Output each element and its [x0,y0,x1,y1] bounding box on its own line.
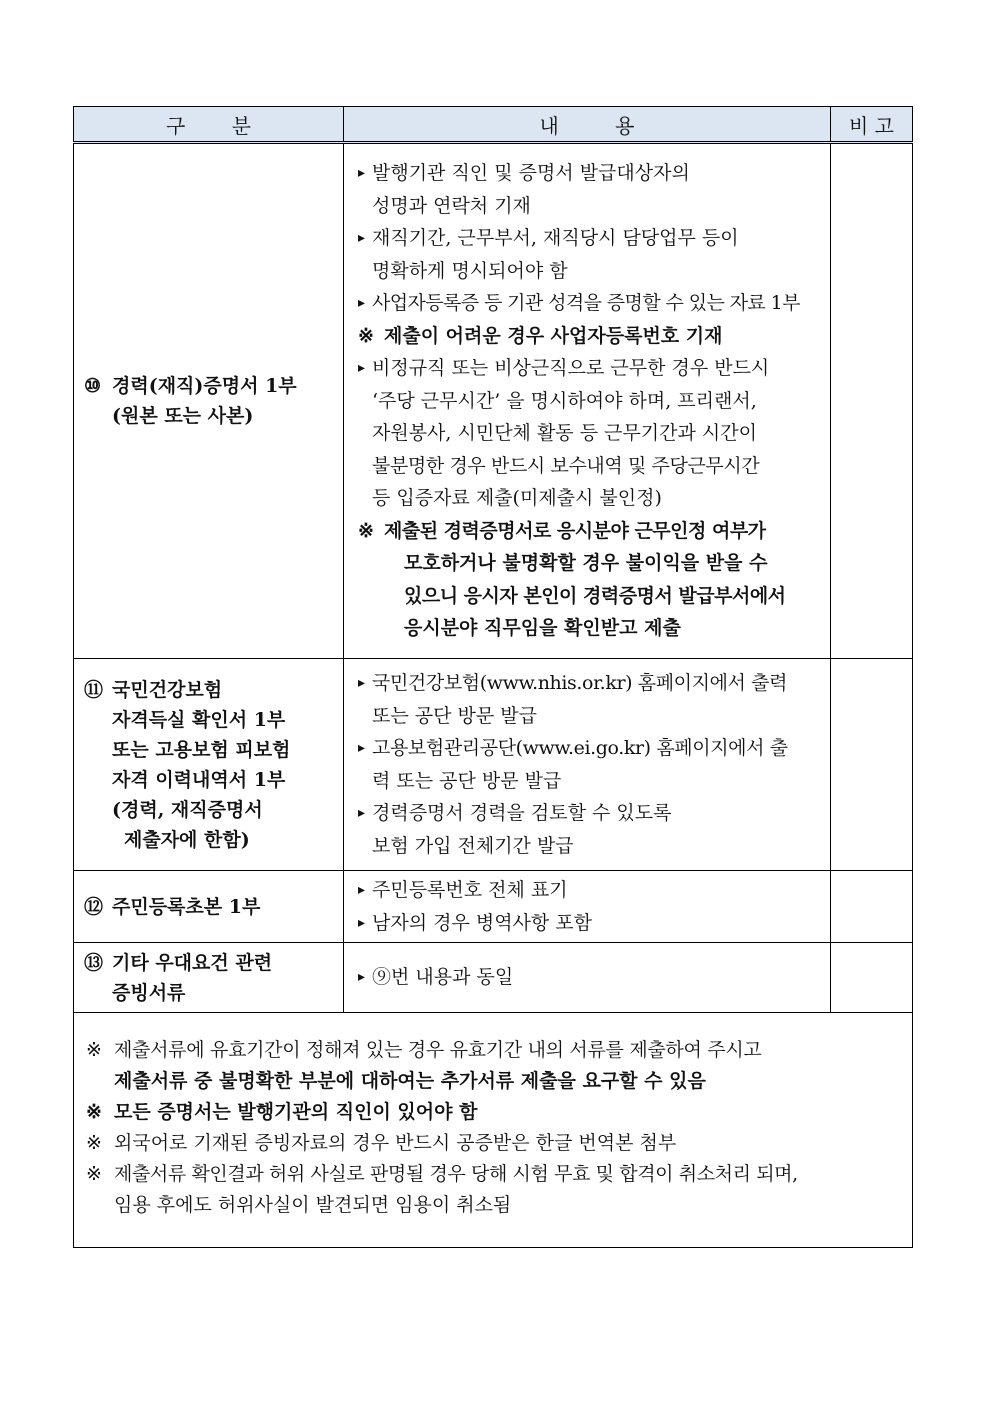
bullet-item: ▸ 발행기관 직인 및 증명서 발급대상자의 [358,157,820,190]
category-cell: ⑫ 주민등록초본 1부 [74,871,344,943]
bullet-item: ▸ 경력증명서 경력을 검토할 수 있도록 [358,797,820,830]
remark-cell [831,143,913,659]
bullet-item: ▸ 재직기간, 근무부서, 재직당시 담당업무 등이 [358,222,820,255]
content-cell: ▸ 발행기관 직인 및 증명서 발급대상자의 성명과 연락처 기재 ▸ 재직기간, 근무부서, 재직당시 담당업무 등이 명확하게 명시되어야 함 ▸ 사업자등록증 등 기관 성격을 증명할 수 있는 자료 1부 ※ 제출이 어려운 경우 사업자등록번호 기재 ▸ 비정규직 또는 비상근직으로 근무한 경우 반드시 ‘주당 근무시간’ 을 명시하여야 하며, 프리랜서, 자원봉사, 시민단체 활동 등 근무기간과 시간이 불분명한 경우 반드시 보수내역 및 주당근무시간 등 입증자료 제출(미제출시 불인정) ※ 제출된 경력증명서로 응시분야 근무인정 여부가 모호하거나 불명확할 경우 불이익을 받을 수 있으니 응시자 본인이 경력증명서 발급부서에서 응시분야 직무임을 확인받고 제출 [344,143,831,659]
remark-cell [831,659,913,871]
note-item: ※ 제출된 경력증명서로 응시분야 근무인정 여부가 [358,519,766,542]
content-cell: ▸ 국민건강보험(www.nhis.or.kr) 홈페이지에서 출력 또는 공단 방문 발급 ▸ 고용보험관리공단(www.ei.go.kr) 홈페이지에서 출 력 또는 공단 방문 발급 ▸ 경력증명서 경력을 검토할 수 있도록 보험 가입 전체기간 발급 [344,659,831,871]
note-item: ※ 제출이 어려운 경우 사업자등록번호 기재 [358,324,723,347]
remark-cell [831,871,913,943]
bullet-item: ▸ 고용보험관리공단(www.ei.go.kr) 홈페이지에서 출 [358,732,820,765]
footnote-item: ※ 제출서류 확인결과 허위 사실로 판명될 경우 당해 시험 무효 및 합격이 취소처리 되며, [86,1163,798,1185]
table-row [74,871,913,943]
bullet-item: ▸ 남자의 경우 병역사항 포함 [358,907,820,940]
remark-cell [831,943,913,1013]
bullet-item: ▸ 사업자등록증 등 기관 성격을 증명할 수 있는 자료 1부 [358,287,820,320]
footnote-item: ※ 외국어로 기재된 증빙자료의 경우 반드시 공증받은 한글 번역본 첨부 [86,1132,677,1154]
header-category: 구 분 [74,107,344,143]
category-cell: ⑩ 경력(재직)증명서 1부 (원본 또는 사본) [74,143,344,659]
footnote-row [74,1013,913,1248]
content-cell [344,943,831,1013]
item-number: ⑪ [84,678,104,701]
header-content: 내 용 [344,107,831,143]
table-row [74,659,913,871]
table-row [74,143,913,659]
content-cell [344,871,831,943]
item-number: ⑩ [84,375,102,397]
table-header-row [74,107,913,143]
item-number: ⑫ [84,895,104,918]
category-cell: ⑪ 국민건강보험 자격득실 확인서 1부 또는 고용보험 피보험 자격 이력내역서 1부 (경력, 재직증명서 제출자에 한함) [74,659,344,871]
footnote-cell: ※ 제출서류에 유효기간이 정해져 있는 경우 유효기간 내의 서류를 제출하여 주시고 제출서류 중 불명확한 부분에 대하여는 추가서류 제출을 요구할 수 있음 ※ 모든 증명서는 발행기관의 직인이 있어야 함 ※ 외국어로 기재된 증빙자료의 경우 반드시 공증받은 한글 번역본 첨부 ※ 제출서류 확인결과 허위 사실로 판명될 경우 당해 시험 무효 및 합격이 취소처리 되며, 임용 후에도 허위사실이 발견되면 임용이 취소됨 [74,1013,913,1248]
bullet-item: ▸ 국민건강보험(www.nhis.or.kr) 홈페이지에서 출력 [358,667,820,700]
document-table [73,106,913,1248]
footnote-item: ※ 제출서류에 유효기간이 정해져 있는 경우 유효기간 내의 서류를 제출하여 주시고 [86,1039,762,1061]
item-number: ⑬ [84,951,104,974]
bullet-item: ▸ 주민등록번호 전체 표기 [358,874,820,907]
bullet-item: ▸ 비정규직 또는 비상근직으로 근무한 경우 반드시 [358,352,820,385]
header-remark: 비 고 [831,107,913,143]
footnote-item: ※ 모든 증명서는 발행기관의 직인이 있어야 함 [86,1101,478,1123]
table-row [74,943,913,1013]
bullet-item: ▸ ⑨번 내용과 동일 [358,961,820,994]
category-cell: ⑬ 기타 우대요건 관련 증빙서류 [74,943,344,1013]
